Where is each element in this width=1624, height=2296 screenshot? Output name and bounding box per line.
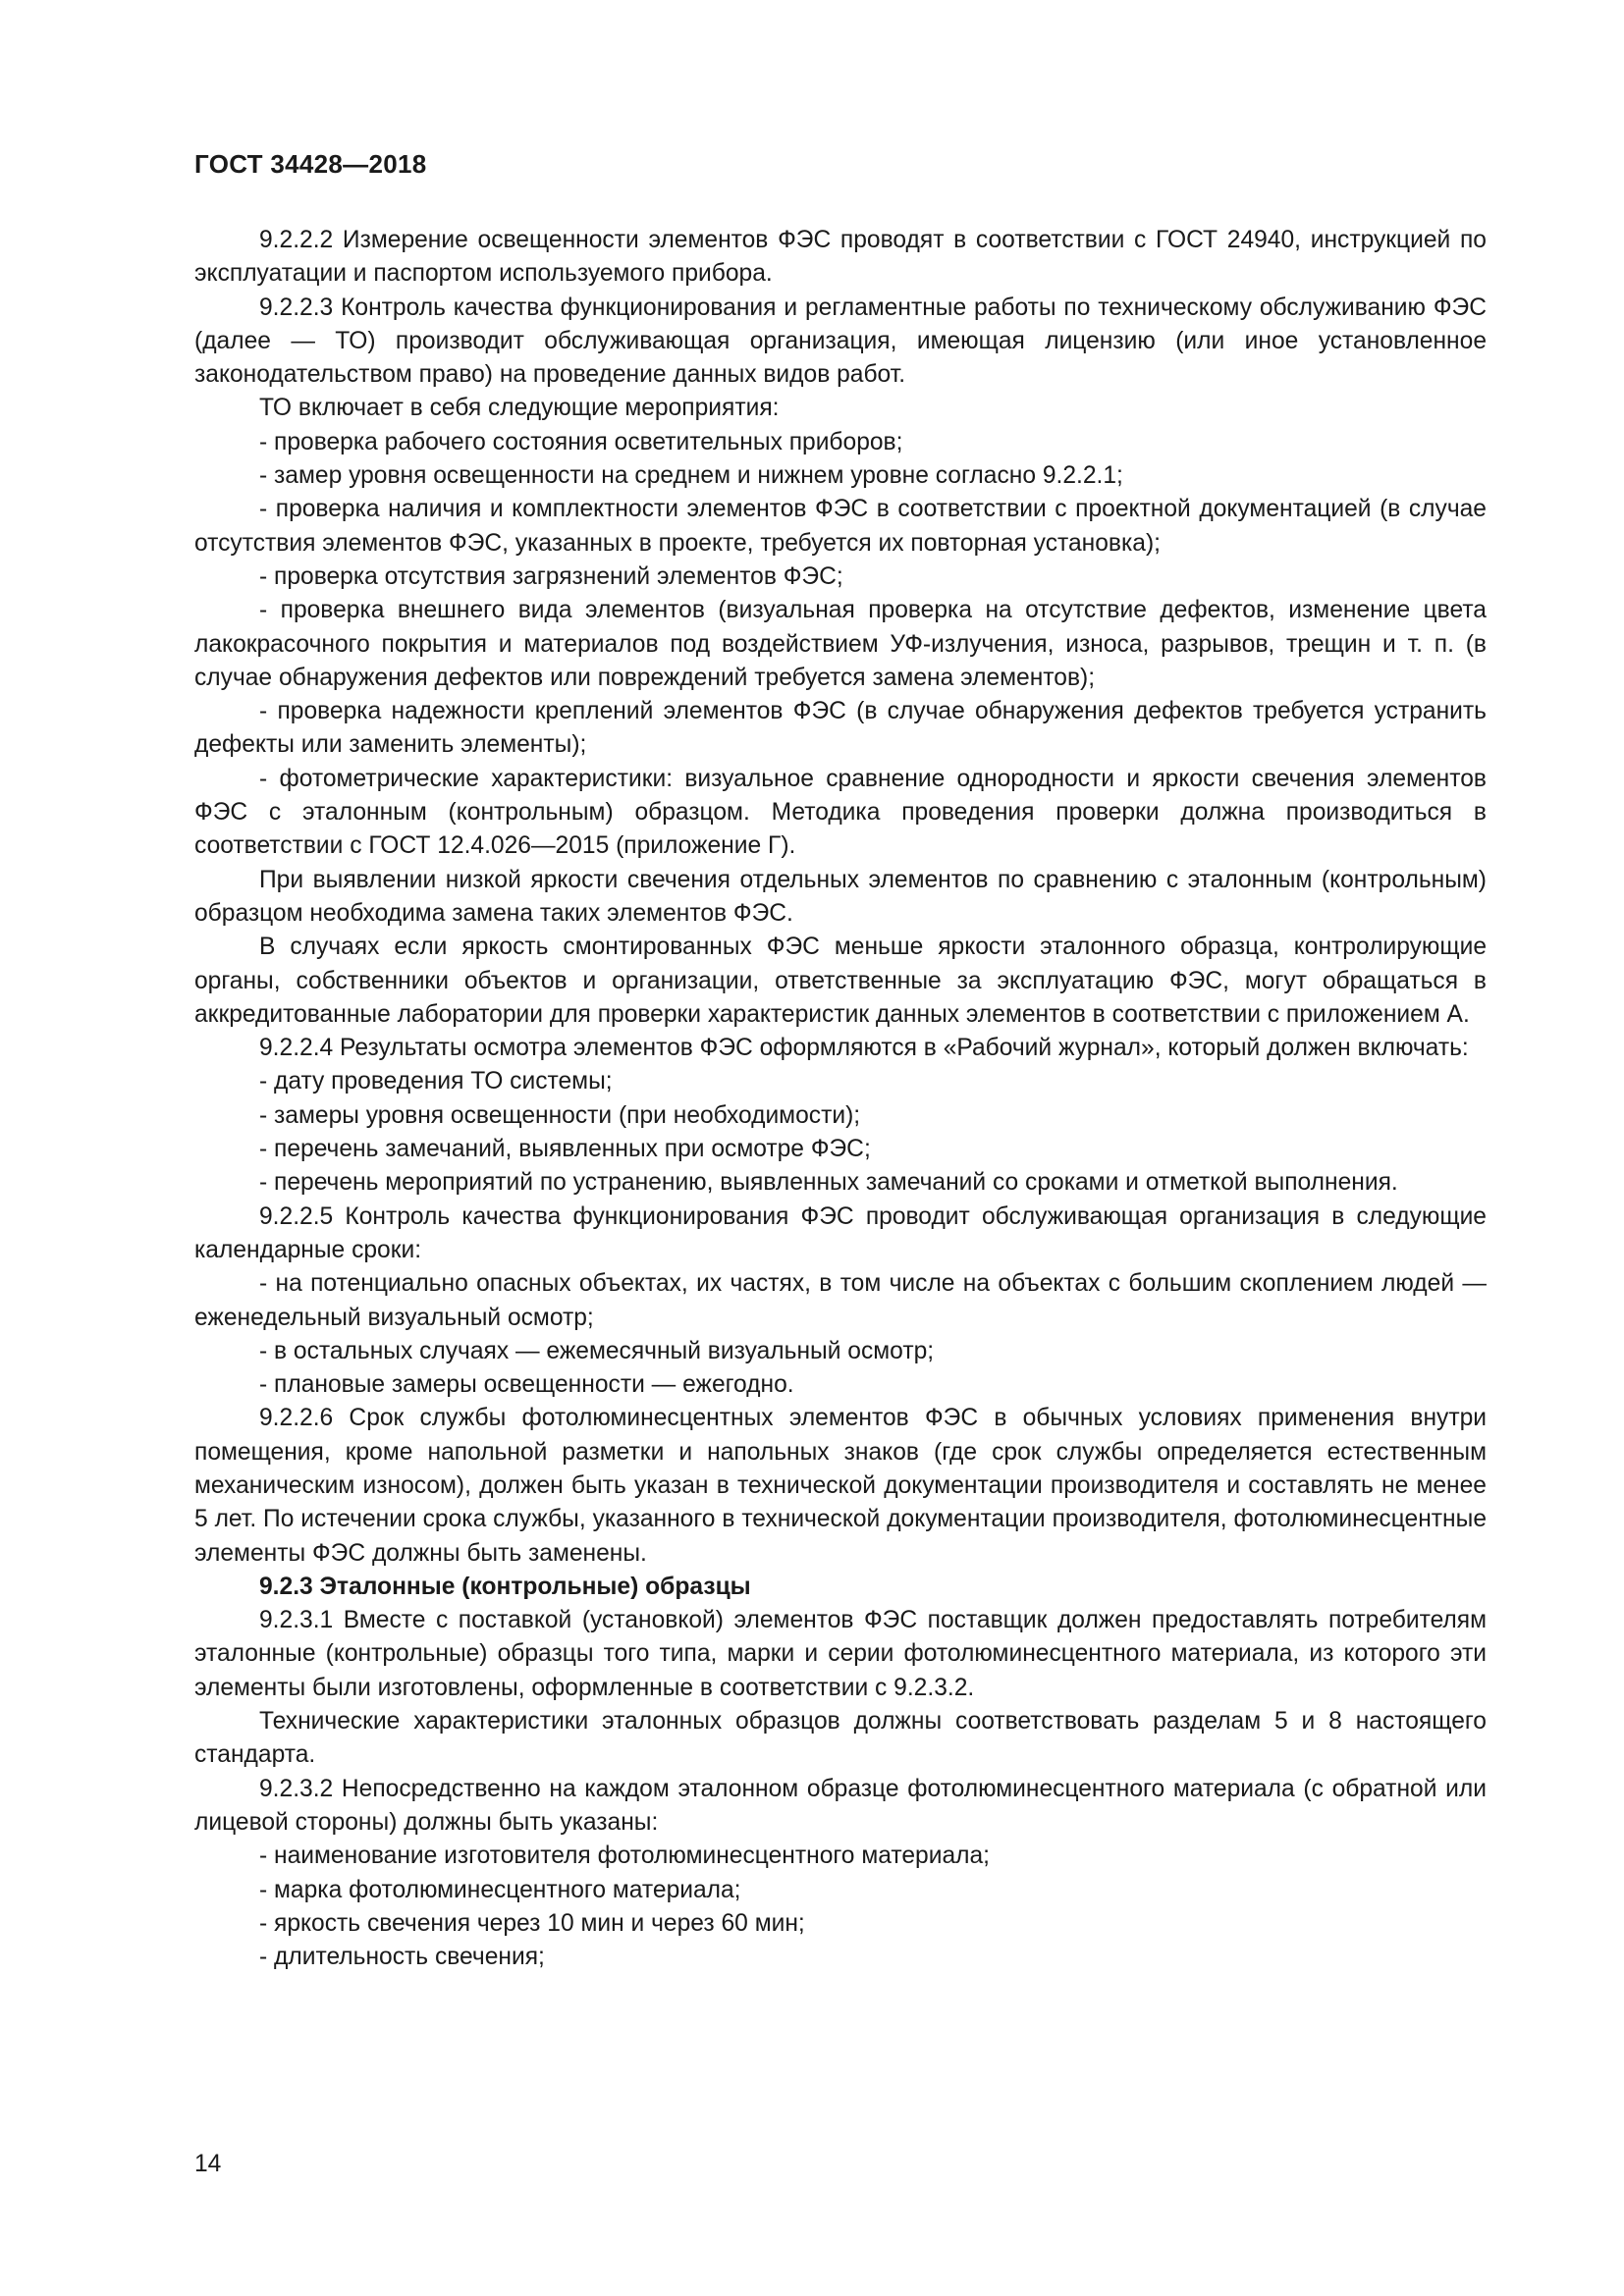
list-item: - замеры уровня освещенности (при необходимости); [259,1101,861,1129]
list-item: - замер уровня освещенности на среднем и нижнем уровне согласно 9.2.2.1; [259,462,1123,490]
list-item: - перечень мероприятий по устранению, выявленных замечаний со сроками и отметкой выполнения. [259,1169,1398,1197]
list-item: - длительность свечения; [259,1944,545,1971]
list-item: - плановые замеры освещенности — ежегодно. [259,1371,794,1399]
paragraph: 9.2.2.4 Результаты осмотра элементов ФЭС оформляются в «Рабочий журнал», который должен включать: [259,1035,1469,1062]
document-header: ГОСТ 34428—2018 [194,149,427,179]
page-number: 14 [194,2151,222,2177]
paragraph: При выявлении низкой яркости свечения отдельных элементов по сравнению с эталонным (контрольным) образцом необходима замена таких элементов ФЭС. [194,866,1487,927]
list-item: - проверка надежности креплений элементов ФЭС (в случае обнаружения дефектов требуется устранить дефекты или заменить элементы); [194,698,1487,759]
list-item: - проверка отсутствия загрязнений элементов ФЭС; [259,562,843,590]
list-item: - яркость свечения через 10 мин и через 60 мин; [259,1909,805,1937]
list-item: - на потенциально опасных объектах, их частях, в том числе на объектах с большим скоплением людей — еженедельный визуальный осмотр; [194,1270,1487,1331]
paragraph: 9.2.2.2 Измерение освещенности элементов ФЭС проводят в соответствии с ГОСТ 24940, инструкцией по эксплуатации и паспортом используемого прибора. [194,227,1487,288]
list-item: - проверка внешнего вида элементов (визуальная проверка на отсутствие дефектов, изменение цвета лакокрасочного покрытия и материалов под воздействием УФ-излучения, износа, разрывов, трещин и т. п. (в случае обнаружения дефектов или повреждений требуется замена элементов); [194,597,1487,691]
list-item: - проверка наличия и комплектности элементов ФЭС в соответствии с проектной документацией (в случае отсутствия элементов ФЭС, указанных в проекте, требуется их повторная установка); [194,496,1487,557]
list-item: - перечень замечаний, выявленных при осмотре ФЭС; [259,1136,871,1163]
list-item: - наименование изготовителя фотолюминесцентного материала; [259,1842,990,1870]
paragraph: 9.2.3.2 Непосредственно на каждом эталонном образце фотолюминесцентного материала (с обратной или лицевой стороны) должны быть указаны: [194,1775,1487,1836]
paragraph: 9.2.2.5 Контроль качества функционирования ФЭС проводит обслуживающая организация в следующие календарные сроки: [194,1202,1487,1263]
list-item: - в остальных случаях — ежемесячный визуальный осмотр; [259,1337,935,1364]
list-item: - дату проведения ТО системы; [259,1068,613,1095]
paragraph: В случаях если яркость смонтированных ФЭС меньше яркости эталонного образца, контролирующие органы, собственники объектов и организации, ответственные за эксплуатацию ФЭС, могут обращаться в аккредитованные лаборатории для проверки характеристик данных элементов в соответствии с приложением А. [194,934,1487,1028]
list-item: - фотометрические характеристики: визуальное сравнение однородности и яркости свечения элементов ФЭС с эталонным (контрольным) образцом. Методика проведения проверки должна производиться в соответствии с ГОСТ 12.4.026—2015 (приложение Г). [194,765,1487,860]
list-item: - проверка рабочего состояния осветительных приборов; [259,428,903,455]
paragraph: 9.2.2.3 Контроль качества функционирования и регламентные работы по техническому обслуживанию ФЭС (далее — ТО) производит обслуживающая организация, имеющая лицензию (или иное установленное законодательством право) на проведение данных видов работ. [194,294,1487,389]
document-body [194,224,1487,1974]
paragraph: 9.2.2.6 Срок службы фотолюминесцентных элементов ФЭС в обычных условиях применения внутри помещения, кроме напольной разметки и напольных знаков (где срок службы определяется естественным механическим износом), должен быть указан в технической документации производителя и составлять не менее 5 лет. По истечении срока службы, указанного в технической документации производителя, фотолюминесцентные элементы ФЭС должны быть заменены. [194,1405,1487,1567]
section-heading: 9.2.3 Эталонные (контрольные) образцы [259,1573,751,1600]
paragraph: Технические характеристики эталонных образцов должны соответствовать разделам 5 и 8 настоящего стандарта. [194,1708,1487,1769]
list-item: - марка фотолюминесцентного материала; [259,1876,741,1903]
paragraph: 9.2.3.1 Вместе с поставкой (установкой) элементов ФЭС поставщик должен предоставлять потребителям эталонные (контрольные) образцы того типа, марки и серии фотолюминесцентного материала, из которого эти элементы были изготовлены, оформленные в соответствии с 9.2.3.2. [194,1607,1487,1701]
paragraph: ТО включает в себя следующие мероприятия: [259,395,780,422]
